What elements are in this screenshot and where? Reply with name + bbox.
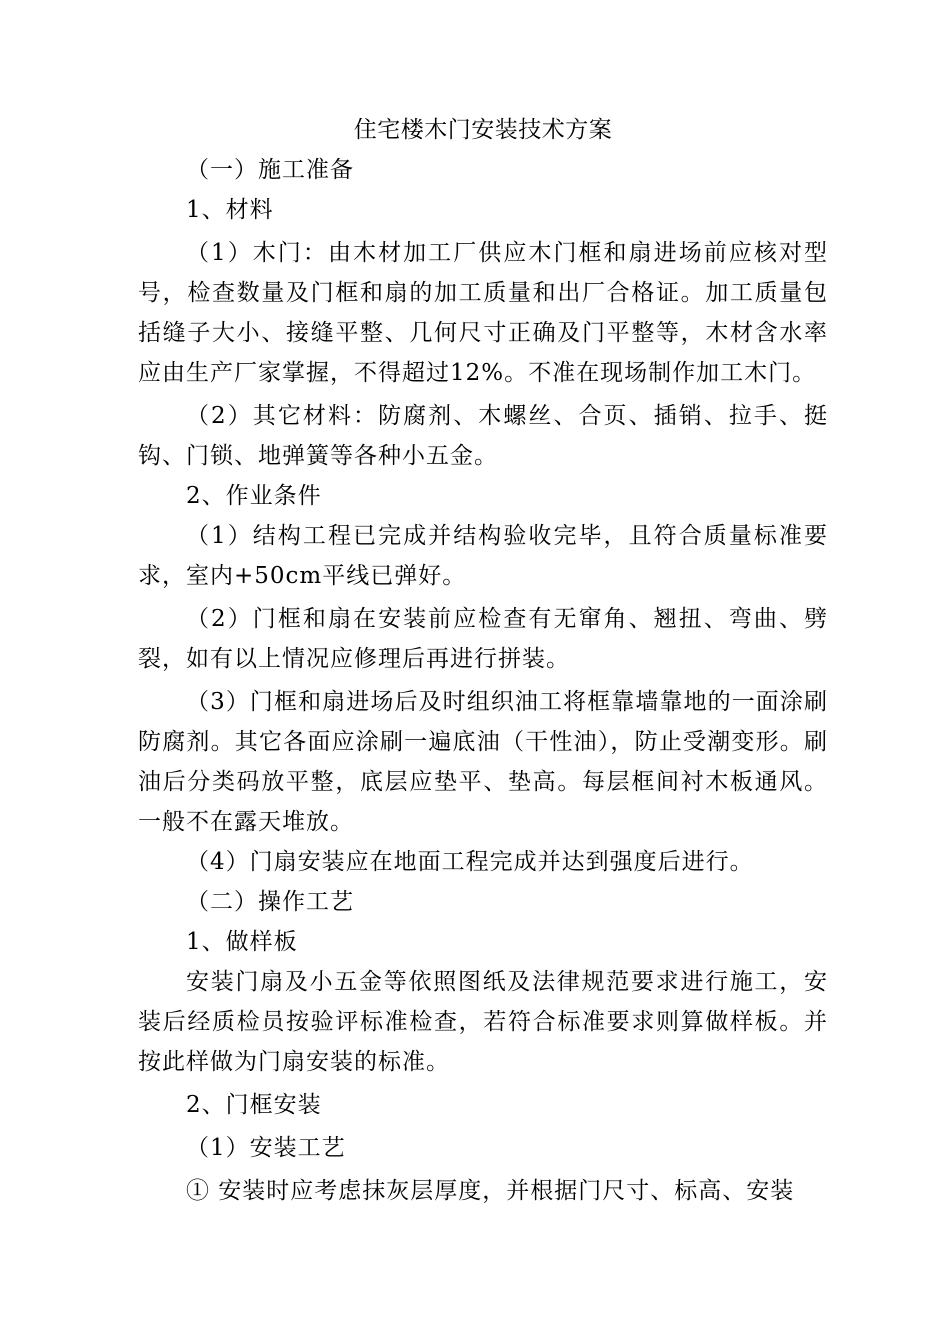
subsection-heading-frame-installation: 2、门框安装 bbox=[186, 1092, 322, 1118]
paragraph-door-leaf-installation: （4）门扇安装应在地面工程完成并达到强度后进行。 bbox=[186, 849, 754, 875]
document-body bbox=[138, 110, 828, 1211]
subsection-heading-work-conditions: 2、作业条件 bbox=[186, 483, 322, 509]
paragraph-installation-step-1: ① 安装时应考虑抹灰层厚度，并根据门尺寸、标高、安装 bbox=[186, 1178, 795, 1204]
document-title: 住宅楼木门安装技术方案 bbox=[353, 117, 613, 143]
subsection-heading-materials: 1、材料 bbox=[186, 197, 274, 223]
paragraph-structure-complete: （1）结构工程已完成并结构验收完毕，且符合质量标准要求，室内+50cm平线已弹好。 bbox=[138, 523, 828, 589]
section-heading-operation-process: （二）操作工艺 bbox=[186, 889, 354, 915]
subsection-heading-sample: 1、做样板 bbox=[186, 929, 298, 955]
section-heading-preparation: （一）施工准备 bbox=[186, 157, 354, 183]
paragraph-wooden-doors: （1）木门：由木材加工厂供应木门框和扇进场前应核对型号，检查数量及门框和扇的加工质量和出厂合格证。加工质量包括缝子大小、接缝平整、几何尺寸正确及门平整等，木材含水率应由生产厂家掌握，不得超过12%。不准在现场制作加工木门。 bbox=[138, 240, 828, 386]
subsection-heading-installation-process: （1）安装工艺 bbox=[186, 1135, 346, 1161]
paragraph-frame-inspection: （2）门框和扇在安装前应检查有无窜角、翘扭、弯曲、劈裂，如有以上情况应修理后再进行拼装。 bbox=[138, 606, 828, 672]
paragraph-sample-board: 安装门扇及小五金等依照图纸及法律规范要求进行施工，安装后经质检员按验评标准检查，若符合标准要求则算做样板。并按此样做为门扇安装的标准。 bbox=[138, 969, 828, 1075]
paragraph-preservative: （3）门框和扇进场后及时组织油工将框靠墙靠地的一面涂刷防腐剂。其它各面应涂刷一遍底油（干性油），防止受潮变形。刷油后分类码放平整，底层应垫平、垫高。每层框间衬木板通风。一般不在露天堆放。 bbox=[138, 689, 828, 835]
paragraph-other-materials: （2）其它材料：防腐剂、木螺丝、合页、插销、拉手、挺钩、门锁、地弹簧等各种小五金。 bbox=[138, 403, 828, 469]
